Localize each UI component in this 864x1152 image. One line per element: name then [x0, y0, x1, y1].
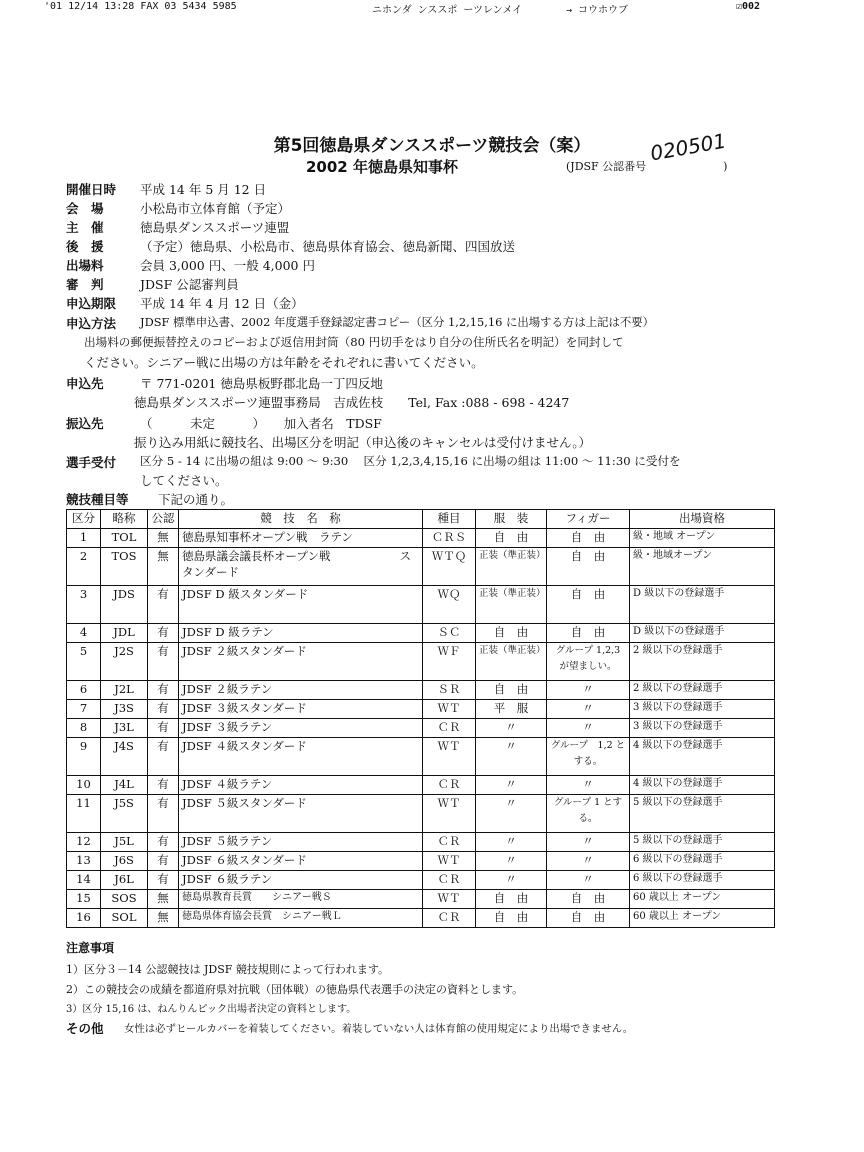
cell-eligibility: D 級以下の登録選手 — [630, 586, 775, 624]
events-label: 競技種目等 — [66, 492, 129, 507]
method-label: 申込方法 — [66, 316, 117, 331]
fax-datetime: '01 12/14 13:28 FAX 03 5434 5985 — [44, 1, 237, 12]
deadline-value: 平成 14 年 4 月 12 日（金） — [140, 296, 304, 311]
cell-figures: グループ 1 とする。 — [547, 795, 630, 833]
cell-category: 4 — [67, 624, 101, 643]
handwritten-number: 020501 — [648, 128, 728, 166]
cell-event-name: JDSF ２級ラテン — [179, 681, 423, 700]
cell-figures: 自 由 — [547, 890, 630, 909]
cell-figures: グループ 1,2,3 が望ましい。 — [547, 643, 630, 681]
cell-attire: 自 由 — [476, 624, 547, 643]
reception-line-1: 区分 5 - 14 に出場の組は 9:00 ～ 9:30 区分 1,2,3,4,15,16 に出場の組は 11:00 ～ 11:30 に受付を — [140, 454, 681, 468]
cell-category: 10 — [67, 776, 101, 795]
cell-figures: 自 由 — [547, 624, 630, 643]
cell-abbreviation: J3S — [101, 700, 148, 719]
cell-event-name: 徳島県教育長賞 シニアー戦Ｓ — [179, 890, 423, 909]
cell-dances: ＳＲ — [423, 681, 476, 700]
table-row — [67, 890, 775, 909]
cell-dances: ＳＣ — [423, 624, 476, 643]
col-header-event-name: 競 技 名 称 — [179, 510, 423, 529]
cell-dances: ＷＴ — [423, 795, 476, 833]
cell-abbreviation: J5S — [101, 795, 148, 833]
cell-eligibility: 級・地域オープン — [630, 548, 775, 586]
col-header-eligibility: 出場資格 — [630, 510, 775, 529]
table-row — [67, 548, 775, 586]
method-line-2: 出場料の郵便振替控えのコピーおよび返信用封筒（80 円切手をはり自分の住所氏名を明記）を同封して — [84, 335, 624, 349]
cell-eligibility: 4 級以下の登録選手 — [630, 738, 775, 776]
address-line-2: 徳島県ダンススポーツ連盟事務局 吉成佐枝 Tel, Fax :088 - 698 - 4247 — [134, 395, 570, 410]
cell-abbreviation: J3L — [101, 719, 148, 738]
method-line-3: ください。シニアー戦に出場の方は年齢をそれぞれに書いてください。 — [84, 355, 484, 370]
cell-official: 有 — [148, 719, 179, 738]
venue-label: 会 場 — [66, 201, 104, 216]
table-row — [67, 529, 775, 548]
reception-label: 選手受付 — [66, 455, 117, 470]
cell-official: 有 — [148, 871, 179, 890]
cell-eligibility: 6 級以下の登録選手 — [630, 871, 775, 890]
table-row — [67, 833, 775, 852]
cell-eligibility: 60 歳以上 オープン — [630, 909, 775, 928]
cell-figures: 自 由 — [547, 529, 630, 548]
cell-category: 2 — [67, 548, 101, 586]
cell-abbreviation: J6S — [101, 852, 148, 871]
cell-event-name: JDSF ３級スタンダード — [179, 700, 423, 719]
cell-figures: 〃 — [547, 776, 630, 795]
document-subtitle: 2002 年徳島県知事杯 — [306, 158, 458, 176]
fee-label: 出場料 — [66, 258, 104, 273]
cell-category: 16 — [67, 909, 101, 928]
cell-figures: 〃 — [547, 681, 630, 700]
cell-category: 11 — [67, 795, 101, 833]
cell-eligibility: 5 級以下の登録選手 — [630, 795, 775, 833]
cell-official: 有 — [148, 700, 179, 719]
cell-official: 無 — [148, 548, 179, 586]
cell-dances: ＣＲ — [423, 871, 476, 890]
cell-eligibility: 4 級以下の登録選手 — [630, 776, 775, 795]
cell-event-name: 徳島県議会議長杯オープン戦 スタンダード — [179, 548, 423, 586]
cell-eligibility: 級・地域 オープン — [630, 529, 775, 548]
cell-abbreviation: J5L — [101, 833, 148, 852]
cell-figures: 〃 — [547, 719, 630, 738]
cell-dances: ＷＴ — [423, 890, 476, 909]
cell-figures: 〃 — [547, 833, 630, 852]
method-line-1: JDSF 標準申込書、2002 年度選手登録認定書コピー（区分 1,2,15,16 に出場する方は上記は不要） — [140, 315, 655, 329]
cell-eligibility: 2 級以下の登録選手 — [630, 681, 775, 700]
cell-abbreviation: J2L — [101, 681, 148, 700]
cell-official: 有 — [148, 624, 179, 643]
cell-event-name: 徳島県知事杯オープン戦 ラテン — [179, 529, 423, 548]
host-value: 徳島県ダンススポーツ連盟 — [140, 220, 290, 235]
table-body — [67, 529, 775, 928]
events-value: 下記の通り。 — [158, 492, 234, 507]
cell-attire: 〃 — [476, 776, 547, 795]
col-header-attire: 服 装 — [476, 510, 547, 529]
note-1: 1）区分３－14 公認競技は JDSF 競技規則によって行われます。 — [66, 963, 390, 976]
date-label: 開催日時 — [66, 182, 117, 197]
date-value: 平成 14 年 5 月 12 日 — [140, 182, 267, 197]
fax-page-number: ☑002 — [736, 1, 761, 12]
table-row — [67, 586, 775, 624]
cell-event-name: 徳島県体育協会長賞 シニアー戦Ｌ — [179, 909, 423, 928]
cell-event-name: JDSF ５級ラテン — [179, 833, 423, 852]
cell-abbreviation: TOS — [101, 548, 148, 586]
cell-eligibility: 2 級以下の登録選手 — [630, 643, 775, 681]
table-row — [67, 795, 775, 833]
cell-official: 有 — [148, 795, 179, 833]
table-row — [67, 852, 775, 871]
cell-official: 有 — [148, 852, 179, 871]
table-row — [67, 643, 775, 681]
table-header-row — [67, 510, 775, 529]
cell-category: 8 — [67, 719, 101, 738]
cell-event-name: JDSF ６級ラテン — [179, 871, 423, 890]
cell-attire: 正装（準正装） — [476, 643, 547, 681]
cell-figures: 自 由 — [547, 586, 630, 624]
cell-figures: 〃 — [547, 700, 630, 719]
venue-value: 小松島市立体育館（予定） — [140, 201, 291, 216]
cell-attire: 自 由 — [476, 529, 547, 548]
table-row — [67, 681, 775, 700]
cell-dances: ＣＲ — [423, 909, 476, 928]
cell-attire: 〃 — [476, 871, 547, 890]
cell-attire: 〃 — [476, 852, 547, 871]
other-value: 女性は必ずヒールカバーを着装してください。着装していない人は体育館の使用規定により出場できません。 — [124, 1023, 634, 1035]
cell-event-name: JDSF ４級スタンダード — [179, 738, 423, 776]
cell-dances: ＷＴＱ — [423, 548, 476, 586]
col-header-figures: フィガー — [547, 510, 630, 529]
cell-attire: 〃 — [476, 795, 547, 833]
fee-value: 会員 3,000 円、一般 4,000 円 — [140, 258, 315, 273]
cell-dances: ＷＴ — [423, 852, 476, 871]
document-title: 第5回徳島県ダンススポーツ競技会（案） — [273, 136, 591, 156]
transfer-label: 振込先 — [66, 416, 104, 431]
cell-category: 13 — [67, 852, 101, 871]
cell-figures: 自 由 — [547, 548, 630, 586]
cell-eligibility: 3 級以下の登録選手 — [630, 700, 775, 719]
cell-figures: 〃 — [547, 871, 630, 890]
cell-event-name: JDSF ６級スタンダード — [179, 852, 423, 871]
table-row — [67, 738, 775, 776]
cell-dances: ＣＲ — [423, 833, 476, 852]
support-value: （予定）徳島県、小松島市、徳島県体育協会、徳島新聞、四国放送 — [140, 239, 516, 254]
cell-abbreviation: SOL — [101, 909, 148, 928]
cell-eligibility: 3 級以下の登録選手 — [630, 719, 775, 738]
cell-abbreviation: J4L — [101, 776, 148, 795]
cell-official: 有 — [148, 586, 179, 624]
support-label: 後 援 — [66, 239, 104, 254]
cell-attire: 自 由 — [476, 890, 547, 909]
cell-official: 有 — [148, 738, 179, 776]
cell-eligibility: 6 級以下の登録選手 — [630, 852, 775, 871]
cell-category: 6 — [67, 681, 101, 700]
judge-label: 審 判 — [66, 277, 104, 292]
cell-figures: グループ 1,2 とする。 — [547, 738, 630, 776]
address-line-1: 〒 771-0201 徳島県板野郡北島一丁四反地 — [140, 376, 383, 391]
cell-eligibility: 5 級以下の登録選手 — [630, 833, 775, 852]
cell-category: 3 — [67, 586, 101, 624]
cell-dances: ＷＦ — [423, 643, 476, 681]
other-label: その他 — [66, 1021, 104, 1036]
cell-attire: 〃 — [476, 738, 547, 776]
cell-attire: 〃 — [476, 719, 547, 738]
cell-figures: 〃 — [547, 852, 630, 871]
cell-category: 15 — [67, 890, 101, 909]
cell-dances: ＷＴ — [423, 700, 476, 719]
jdsf-approval-number: (JDSF 公認番号 ) — [566, 160, 728, 173]
cell-official: 有 — [148, 833, 179, 852]
cell-category: 7 — [67, 700, 101, 719]
col-header-category: 区分 — [67, 510, 101, 529]
cell-attire: 〃 — [476, 833, 547, 852]
note-2: 2）この競技会の成績を都道府県対抗戦（団体戦）の徳島県代表選手の決定の資料とします。 — [66, 983, 524, 996]
notes-heading: 注意事項 — [66, 941, 115, 955]
reception-line-2: してください。 — [140, 473, 228, 488]
cell-attire: 平 服 — [476, 700, 547, 719]
col-header-dances: 種目 — [423, 510, 476, 529]
cell-official: 無 — [148, 909, 179, 928]
cell-abbreviation: J4S — [101, 738, 148, 776]
cell-abbreviation: J2S — [101, 643, 148, 681]
cell-category: 12 — [67, 833, 101, 852]
cell-abbreviation: J6L — [101, 871, 148, 890]
cell-official: 無 — [148, 890, 179, 909]
cell-official: 有 — [148, 643, 179, 681]
cell-dances: ＣＲ — [423, 719, 476, 738]
cell-category: 1 — [67, 529, 101, 548]
table-row — [67, 909, 775, 928]
cell-official: 有 — [148, 776, 179, 795]
cell-figures: 自 由 — [547, 909, 630, 928]
col-header-official: 公認 — [148, 510, 179, 529]
cell-dances: ＣＲ — [423, 776, 476, 795]
cell-official: 有 — [148, 681, 179, 700]
table-row — [67, 871, 775, 890]
cell-event-name: JDSF D 級スタンダード — [179, 586, 423, 624]
address-label: 申込先 — [66, 376, 104, 391]
fax-sender: ニホンダ ンススポ ーツレンメイ — [372, 5, 523, 16]
cell-event-name: JDSF ３級ラテン — [179, 719, 423, 738]
fax-recipient: → コウホウブ — [566, 5, 629, 16]
cell-dances: ＷＱ — [423, 586, 476, 624]
cell-event-name: JDSF ２級スタンダード — [179, 643, 423, 681]
cell-attire: 自 由 — [476, 909, 547, 928]
table-row — [67, 624, 775, 643]
note-3: 3）区分 15,16 は、ねんりんピック出場者決定の資料とします。 — [66, 1004, 357, 1015]
cell-category: 5 — [67, 643, 101, 681]
table-row — [67, 719, 775, 738]
deadline-label: 申込期限 — [66, 296, 117, 311]
cell-official: 無 — [148, 529, 179, 548]
cell-dances: ＣＲＳ — [423, 529, 476, 548]
cell-category: 9 — [67, 738, 101, 776]
cell-abbreviation: TOL — [101, 529, 148, 548]
transfer-line-1: （ 未定 ） 加入者名 TDSF — [140, 416, 382, 431]
cell-eligibility: 60 歳以上 オープン — [630, 890, 775, 909]
judge-value: JDSF 公認審判員 — [140, 277, 239, 292]
cell-attire: 自 由 — [476, 681, 547, 700]
cell-abbreviation: SOS — [101, 890, 148, 909]
cell-category: 14 — [67, 871, 101, 890]
cell-abbreviation: JDS — [101, 586, 148, 624]
cell-attire: 正装（準正装） — [476, 586, 547, 624]
table-row — [67, 700, 775, 719]
cell-eligibility: D 級以下の登録選手 — [630, 624, 775, 643]
table-row — [67, 776, 775, 795]
transfer-line-2: 振り込み用紙に競技名、出場区分を明記（申込後のキャンセルは受付けません。） — [134, 435, 592, 450]
cell-abbreviation: JDL — [101, 624, 148, 643]
cell-dances: ＷＴ — [423, 738, 476, 776]
col-header-abbreviation: 略称 — [101, 510, 148, 529]
host-label: 主 催 — [66, 220, 104, 235]
cell-event-name: JDSF D 級ラテン — [179, 624, 423, 643]
cell-event-name: JDSF ４級ラテン — [179, 776, 423, 795]
cell-attire: 正装（準正装） — [476, 548, 547, 586]
cell-event-name: JDSF ５級スタンダード — [179, 795, 423, 833]
event-schedule-table — [66, 509, 775, 928]
